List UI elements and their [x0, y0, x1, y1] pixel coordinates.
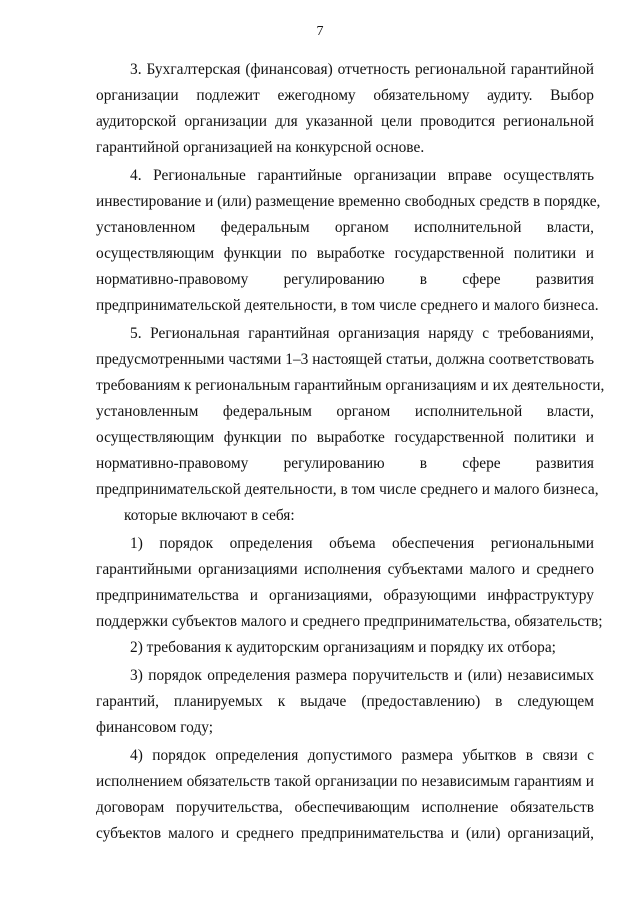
text-line: 3. Бухгалтерская (финансовая) отчетность региональной гарантийной [130, 61, 594, 78]
text-line: гарантийной организацией на конкурсной основе. [96, 139, 425, 156]
text-line: предпринимательской деятельности, в том числе среднего и малого бизнеса, [96, 481, 599, 498]
text-line: договорам поручительства, обеспечивающим исполнение обязательств [96, 799, 594, 816]
text-line: 1) порядок определения объема обеспечения региональными [130, 535, 594, 552]
text-line: нормативно-правовому регулированию в сфере развития [96, 271, 594, 288]
text-line: осуществляющим функции по выработке государственной политики и [96, 429, 594, 446]
text-line: предусмотренными частями 1–3 настоящей статьи, должна соответствовать [96, 351, 594, 368]
text-line: установленном федеральным органом исполнительной власти, [96, 219, 594, 236]
text-line: 4) порядок определения допустимого размера убытков в связи с [130, 747, 594, 764]
text-line: поддержки субъектов малого и среднего предпринимательства, обязательств; [96, 613, 603, 630]
text-line: требованиям к региональным гарантийным организациям и их деятельности, [96, 377, 605, 394]
text-line: организации подлежит ежегодному обязательному аудиту. Выбор [96, 87, 594, 104]
text-line: гарантийными организациями исполнения субъектами малого и среднего [96, 561, 594, 578]
text-line: 3) порядок определения размера поручительств и (или) независимых [130, 667, 594, 684]
text-line: аудиторской организации для указанной цели проводится региональной [96, 113, 594, 130]
text-line: 5. Региональная гарантийная организация наряду с требованиями, [130, 325, 594, 342]
text-line: 4. Региональные гарантийные организации вправе осуществлять [130, 167, 594, 184]
text-line: субъектов малого и среднего предпринимательства и (или) организаций, [96, 825, 594, 842]
text-line: 2) требования к аудиторским организациям и порядку их отбора; [130, 639, 556, 656]
text-line: инвестирование и (или) размещение временно свободных средств в порядке, [96, 193, 601, 210]
text-line: гарантий, планируемых к выдаче (предоставлению) в следующем [96, 693, 594, 710]
text-line: осуществляющим функции по выработке государственной политики и [96, 245, 594, 262]
text-line: исполнением обязательств такой организации по независимым гарантиям и [96, 773, 594, 790]
text-line: предпринимательской деятельности, в том числе среднего и малого бизнеса. [96, 297, 599, 314]
text-line: установленным федеральным органом исполнительной власти, [96, 403, 594, 420]
text-line: финансовом году; [96, 719, 213, 736]
page-number: 7 [316, 24, 324, 39]
text-line: предпринимательства и организациями, образующими инфраструктуру [96, 587, 594, 604]
text-line: нормативно-правовому регулированию в сфере развития [96, 455, 594, 472]
text-line: которые включают в себя: [124, 507, 295, 524]
